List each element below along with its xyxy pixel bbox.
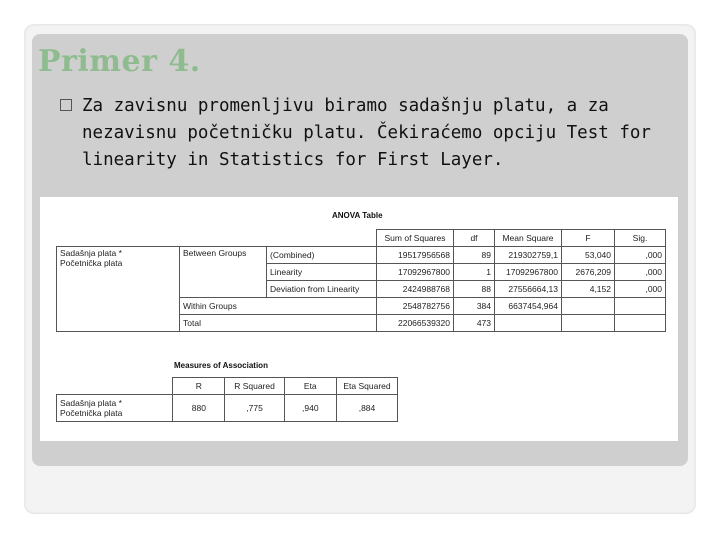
anova-header-f: F <box>562 230 615 247</box>
anova-total-ss: 22066539320 <box>377 315 454 332</box>
anova-total-label: Total <box>180 315 377 332</box>
anova-within-ss: 2548782756 <box>377 298 454 315</box>
anova-table <box>56 229 666 332</box>
slide-title: Primer 4. <box>38 44 201 79</box>
anova-combined-sig: ,000 <box>615 247 666 264</box>
anova-header-ms: Mean Square <box>495 230 562 247</box>
anova-deviation-ss: 2424988768 <box>377 281 454 298</box>
anova-table-title: ANOVA Table <box>332 211 383 220</box>
anova-linearity-ss: 17092967800 <box>377 264 454 281</box>
anova-linearity-label: Linearity <box>267 264 377 281</box>
anova-row-label-line2: Početnička plata <box>60 258 123 268</box>
assoc-header-row <box>57 378 398 395</box>
anova-header-df: df <box>454 230 495 247</box>
anova-within-ms: 6637454,964 <box>495 298 562 315</box>
anova-within-label: Within Groups <box>180 298 377 315</box>
anova-within-df: 384 <box>454 298 495 315</box>
assoc-eta-squared-value: ,884 <box>336 395 397 422</box>
anova-deviation-df: 88 <box>454 281 495 298</box>
anova-combined-label: (Combined) <box>267 247 377 264</box>
assoc-table-title: Measures of Association <box>174 361 268 370</box>
anova-deviation-sig: ,000 <box>615 281 666 298</box>
assoc-row-label-line1: Sadašnja plata * <box>60 398 122 408</box>
anova-linearity-f: 2676,209 <box>562 264 615 281</box>
anova-row-label <box>57 247 180 332</box>
anova-linearity-ms: 17092967800 <box>495 264 562 281</box>
assoc-header-eta: Eta <box>284 378 336 395</box>
bullet-item <box>62 93 662 174</box>
assoc-header-eta-squared: Eta Squared <box>336 378 397 395</box>
assoc-row-label <box>57 395 173 422</box>
bullet-square-icon <box>60 99 72 111</box>
anova-combined-ss: 19517956568 <box>377 247 454 264</box>
spss-output-image <box>40 197 678 441</box>
assoc-r-squared-value: ,775 <box>225 395 284 422</box>
table-row <box>57 247 666 264</box>
anova-combined-df: 89 <box>454 247 495 264</box>
anova-deviation-f: 4,152 <box>562 281 615 298</box>
assoc-header-r-squared: R Squared <box>225 378 284 395</box>
assoc-table <box>56 377 398 422</box>
anova-header-row <box>57 230 666 247</box>
anova-row-label-line1: Sadašnja plata * <box>60 248 122 258</box>
assoc-header-r: R <box>173 378 225 395</box>
anova-header-ss: Sum of Squares <box>377 230 454 247</box>
anova-linearity-df: 1 <box>454 264 495 281</box>
bullet-text: Za zavisnu promenljivu biramo sadašnju platu, a za nezavisnu početničku platu. Čekiraćemo opciju Test for linearity in Statistics for First Layer. <box>82 96 651 170</box>
anova-header-sig: Sig. <box>615 230 666 247</box>
anova-linearity-sig: ,000 <box>615 264 666 281</box>
assoc-row-label-line2: Početnička plata <box>60 408 123 418</box>
assoc-r-value: 880 <box>173 395 225 422</box>
anova-combined-ms: 219302759,1 <box>495 247 562 264</box>
assoc-eta-value: ,940 <box>284 395 336 422</box>
between-groups-label: Between Groups <box>180 247 267 298</box>
anova-deviation-ms: 27556664,13 <box>495 281 562 298</box>
anova-deviation-label: Deviation from Linearity <box>267 281 377 298</box>
anova-total-df: 473 <box>454 315 495 332</box>
table-row <box>57 395 398 422</box>
anova-combined-f: 53,040 <box>562 247 615 264</box>
